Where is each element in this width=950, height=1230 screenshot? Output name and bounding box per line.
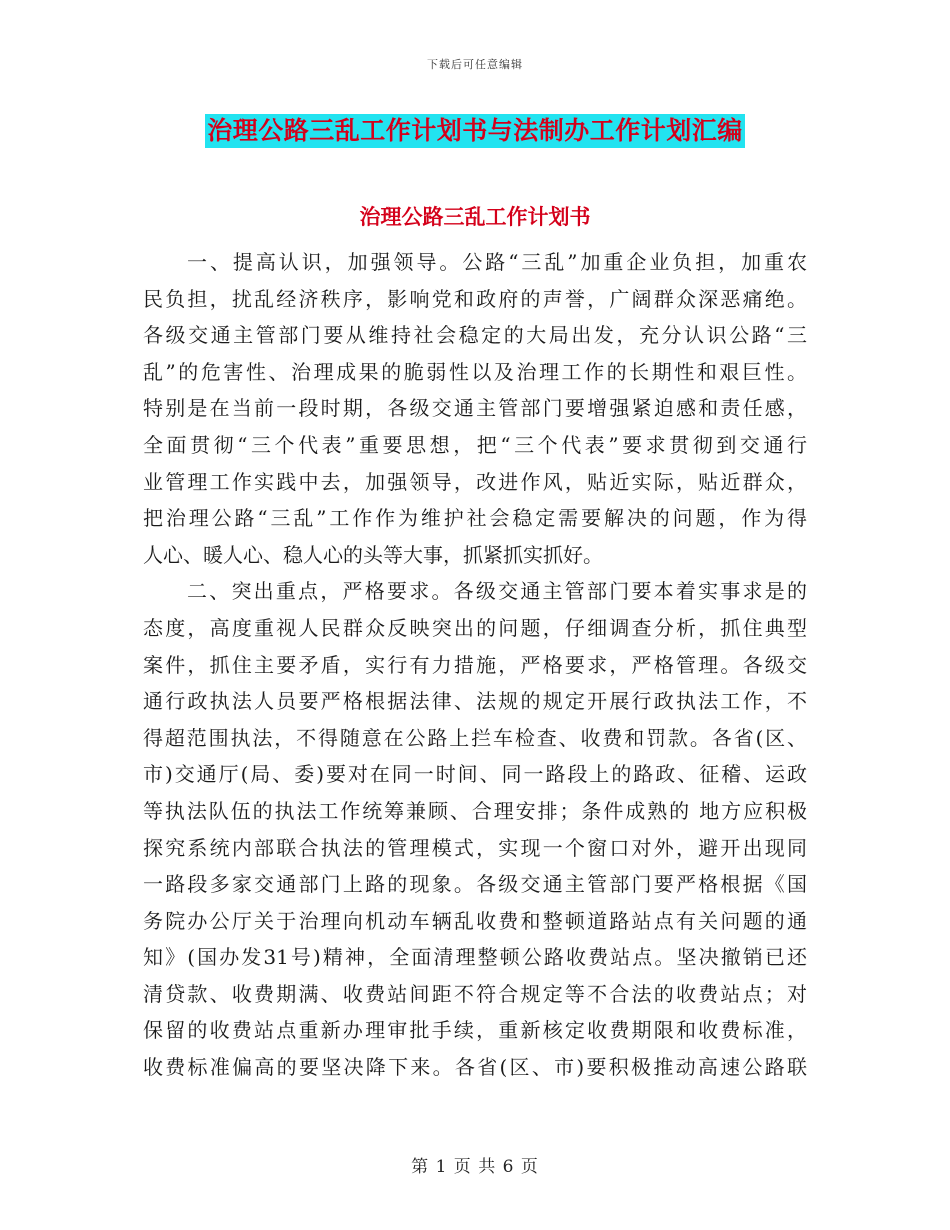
paragraph-1-line: 特别是在当前一段时期，各级交通主管部门要增强紧迫感和责任感， [143, 396, 807, 421]
paragraph-2-line: 务院办公厅关于治理向机动车辆乱收费和整顿道路站点有关问题的通 [143, 908, 807, 933]
paragraph-2-line: 知》(国办发31号)精神，全面清理整顿公路收费站点。坚决撤销已还 [143, 945, 807, 970]
body-text [143, 244, 807, 1086]
paragraph-2-line: 保留的收费站点重新办理审批手续，重新核定收费期限和收费标准， [143, 1018, 807, 1043]
paragraph-1-line: 各级交通主管部门要从维持社会稳定的大局出发，充分认识公路“三 [143, 323, 807, 348]
paragraph-2-line: 等执法队伍的执法工作统筹兼顾、合理安排；条件成熟的 地方应积极 [143, 798, 807, 823]
paragraph-2-line: 通行政执法人员要严格根据法律、法规的规定开展行政执法工作，不 [143, 689, 807, 714]
main-title-container [0, 114, 950, 148]
section-title: 治理公路三乱工作计划书 [359, 205, 591, 229]
paragraph-2-line: 一路段多家交通部门上路的现象。各级交通主管部门要严格根据《国 [143, 872, 807, 897]
paragraph-1-line: 人心、暖人心、稳人心的头等大事，抓紧抓实抓好。 [143, 542, 603, 567]
paragraph-1-line: 一、提高认识，加强领导。公路“三乱”加重企业负担，加重农 [187, 250, 807, 274]
paragraph-2-line: 收费标准偏高的要坚决降下来。各省(区、市)要积极推动高速公路联 [143, 1055, 807, 1080]
paragraph-1-line: 民负担，扰乱经济秩序，影响党和政府的声誉，广阔群众深恶痛绝。 [143, 286, 807, 311]
paragraph-1-line: 乱”的危害性、治理成果的脆弱性以及治理工作的长期性和艰巨性。 [143, 359, 807, 384]
paragraph-1-line: 业管理工作实践中去，加强领导，改进作风，贴近实际，贴近群众， [143, 469, 807, 494]
page-number-footer: 第 1 页 共 6 页 [411, 1157, 539, 1177]
document-main-title: 治理公路三乱工作计划书与法制办工作计划汇编 [205, 114, 745, 148]
paragraph-2-line: 市)交通厅(局、委)要对在同一时间、同一路段上的路政、征稽、运政 [143, 762, 807, 787]
paragraph-2-line: 案件，抓住主要矛盾，实行有力措施，严格要求，严格管理。各级交 [143, 652, 807, 677]
paragraph-2-line: 探究系统内部联合执法的管理模式，实现一个窗口对外，避开出现同 [143, 835, 807, 860]
paragraph-2-line: 得超范围执法，不得随意在公路上拦车检查、收费和罚款。各省(区、 [143, 725, 807, 750]
paragraph-2-line: 清贷款、收费期满、收费站间距不符合规定等不合法的收费站点；对 [143, 981, 807, 1006]
paragraph-2-line: 态度，高度重视人民群众反映突出的问题，仔细调查分析，抓住典型 [143, 615, 807, 640]
paragraph-1-line: 把治理公路“三乱”工作作为维护社会稳定需要解决的问题，作为得 [143, 506, 807, 531]
paragraph-2-line: 二、突出重点，严格要求。各级交通主管部门要本着实事求是的 [187, 579, 807, 604]
paragraph-1-line: 全面贯彻“三个代表”重要思想，把“三个代表”要求贯彻到交通行 [143, 432, 807, 457]
page-header-note: 下载后可任意编辑 [427, 58, 523, 71]
